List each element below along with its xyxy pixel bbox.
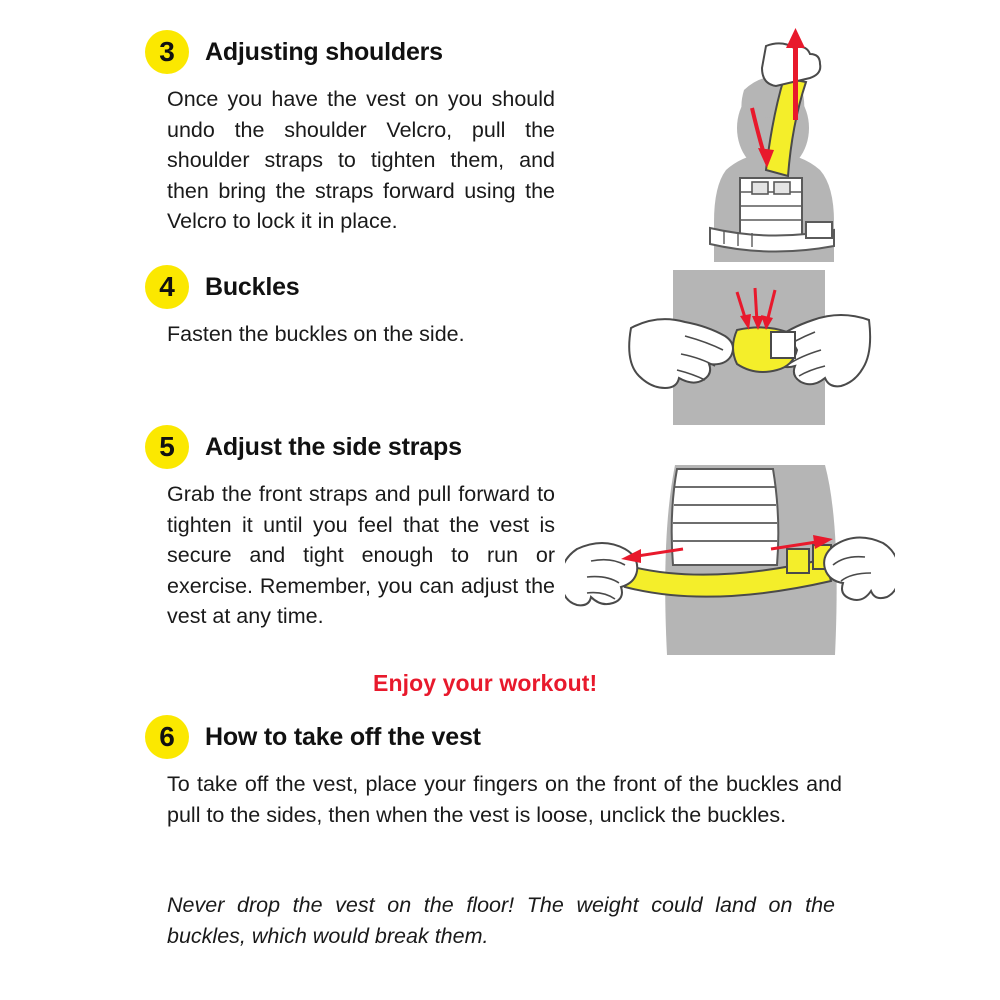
step-5-header bbox=[145, 425, 545, 469]
warning-note: Never drop the vest on the floor! The weight could land on the buckles, which would break them. bbox=[167, 893, 835, 948]
side-straps-illustration bbox=[565, 465, 895, 655]
step-4-body: Fasten the buckles on the side. bbox=[167, 322, 465, 346]
step-6-number: 6 bbox=[145, 715, 189, 759]
step-6-header bbox=[145, 715, 845, 759]
step-5-body: Grab the front straps and pull forward to tighten it until you feel that the vest is secure and tight enough to run or exercise. Remember, you can adjust the vest at any time. bbox=[167, 482, 555, 629]
step-3-title: Adjusting shoulders bbox=[205, 37, 443, 66]
step-3-header bbox=[145, 30, 545, 74]
shoulder-strap-illustration bbox=[648, 20, 888, 265]
step-4-title: Buckles bbox=[205, 272, 300, 301]
step-5 bbox=[145, 425, 555, 632]
step-6 bbox=[145, 715, 845, 830]
step-3 bbox=[145, 30, 555, 237]
step-6-body: To take off the vest, place your fingers on the front of the buckles and pull to the sides, then when the vest is loose, unclick the buckles. bbox=[167, 772, 842, 827]
step-4-number: 4 bbox=[145, 265, 189, 309]
buckles-illustration bbox=[625, 270, 875, 425]
step-3-body: Once you have the vest on you should undo the shoulder Velcro, pull the shoulder straps to tighten them, and then bring the straps forward using the Velcro to lock it in place. bbox=[167, 87, 555, 234]
step-4 bbox=[145, 265, 545, 350]
step-6-title: How to take off the vest bbox=[205, 722, 481, 751]
step-3-number: 3 bbox=[145, 30, 189, 74]
highlight-text: Enjoy your workout! bbox=[373, 670, 598, 696]
step-5-number: 5 bbox=[145, 425, 189, 469]
step-5-title: Adjust the side straps bbox=[205, 432, 462, 461]
step-4-header bbox=[145, 265, 545, 309]
